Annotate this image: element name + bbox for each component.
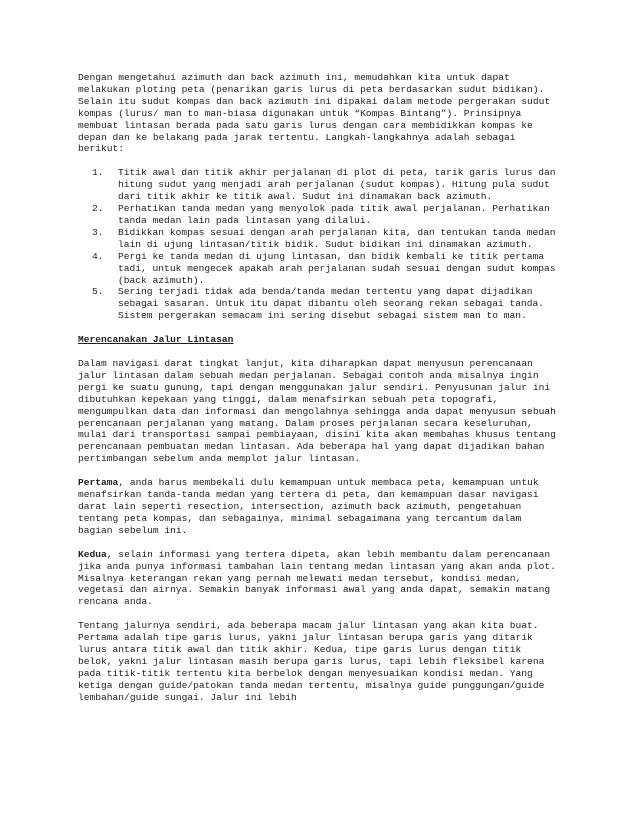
list-number: 4. <box>92 250 104 262</box>
document-body <box>78 72 558 704</box>
paragraph-kedua <box>78 549 558 609</box>
list-text: Perhatikan tanda medan yang menyolok pada titik awal perjalanan. Perhatikan tanda medan lain pada lintasan yang dilalui. <box>118 203 550 226</box>
list-text: Titik awal dan titik akhir perjalanan di plot di peta, tarik garis lurus dan hitung sudut yang menjadi arah perjalanan (sudut kompas). Hitung pula sudut dari titik akhir ke titik awal. Sudut ini dinamakan back azimuth. <box>118 167 556 203</box>
paragraph-lead: Pertama <box>78 477 119 489</box>
paragraph-jalur: Tentang jalurnya sendiri, ada beberapa macam jalur lintasan yang akan kita buat. Pertama adalah tipe garis lurus, yakni jalur lintasan berupa garis yang ditarik lurus antara titik awal dan titik akhir. Kedua, tipe garis lurus dengan titik belok, yakni jalur lintasan masih berupa garis lurus, tapi lebih fleksibel karena pada titik-titik tertentu kita berbelok dengan menyesuaikan kondisi medan. Yang ketiga dengan guide/patokan tanda medan tertentu, misalnya guide punggungan/guide lembahan/guide sungai. Jalur ini lebih <box>78 620 545 703</box>
list-number: 1. <box>92 167 104 179</box>
list-text: Bidikkan kompas sesuai dengan arah perjalanan kita, dan tentukan tanda medan lain di ujung lintasan/titik bidik. Sudut bidikan ini dinamakan azimuth. <box>118 226 556 250</box>
steps-list <box>78 167 558 322</box>
intro-paragraph: Dengan mengetahui azimuth dan back azimuth ini, memudahkan kita untuk dapat melakukan ploting peta (penarikan garis lurus di peta berdasarkan sudut bidikan). Selain itu sudut kompas dan back azimuth ini dipakai dalam metode pergerakan sudut kompas (lurus/ man to man-biasa digunakan untuk “Kompas Bintang”). Prinsipnya membuat lintasan berada pada satu garis lurus dengan cara membidikkan kompas ke depan dan ke belakang pada jarak tertentu. Langkah-langkahnya adalah sebagai berikut: <box>78 72 551 155</box>
paragraph-pertama <box>78 477 558 537</box>
list-item <box>78 286 558 322</box>
paragraph-perencanaan: Dalam navigasi darat tingkat lanjut, kita diharapkan dapat menyusun perencanaan jalur lintasan dalam sebuah medan perjalanan. Sebagai contoh anda misalnya ingin pergi ke suatu gunung, tapi dengan menggunakan jalur sendiri. Penyusunan jalur ini dibutuhkan kepekaan yang tinggi, dalam menafsirkan sebuah peta topografi, mengumpulkan data dan informasi dan mengolahnya sehingga anda dapat menyusun sebuah perencanaan perjalanan yang matang. Dalam proses perjalanan secara keseluruhan, mulai dari transportasi sampai pembiayaan, disini kita akan membahas khusus tentang perencanaan pembuatan medan lintasan. Ada beberapa hal yang dapat dijadikan bahan pertimbangan sebelum anda memplot jalur lintasan. <box>78 358 556 465</box>
list-item <box>78 251 558 287</box>
paragraph-text: , anda harus membekali dulu kemampuan untuk membaca peta, kemampuan untuk menafsirkan tanda-tanda medan yang tertera di peta, dan kemampuan dasar navigasi darat lain seperti resection, intersection, azimuth back azimuth, pengetahuan tentang peta kompas, dan sebagainya, minimal sebagaimana yang tercantum dalam bagian sebelum ini. <box>78 477 539 536</box>
list-text: Pergi ke tanda medan di ujung lintasan, dan bidik kembali ke titik pertama tadi, untuk mengecek apakah arah perjalanan sudah sesuai dengan sudut kompas (back azimuth). <box>118 250 556 286</box>
list-number: 2. <box>92 203 104 215</box>
list-item <box>78 167 558 203</box>
paragraph-lead: Kedua <box>78 548 107 560</box>
list-number: 5. <box>92 286 104 298</box>
list-text: Sering terjadi tidak ada benda/tanda medan tertentu yang dapat dijadikan sebagai sasaran. Untuk itu dapat dibantu oleh seorang rekan sebagai tanda. Sistem pergerakan semacam ini sering disebut sebagai sistem man to man. <box>118 286 545 322</box>
list-item <box>78 227 558 251</box>
section-heading: Merencanakan Jalur Lintasan <box>78 334 234 346</box>
paragraph-text: , selain informasi yang tertera dipeta, akan lebih membantu dalam perencanaan jika anda punya informasi tambahan lain tentang medan lintasan yang akan anda plot. Misalnya keterangan rekan yang pernah melewati medan tersebut, kondisi medan, vegetasi dan airnya. Semakin banyak informasi awal yang anda dapat, semakin matang rencana anda. <box>78 548 556 608</box>
list-item <box>78 203 558 227</box>
list-number: 3. <box>92 226 104 238</box>
